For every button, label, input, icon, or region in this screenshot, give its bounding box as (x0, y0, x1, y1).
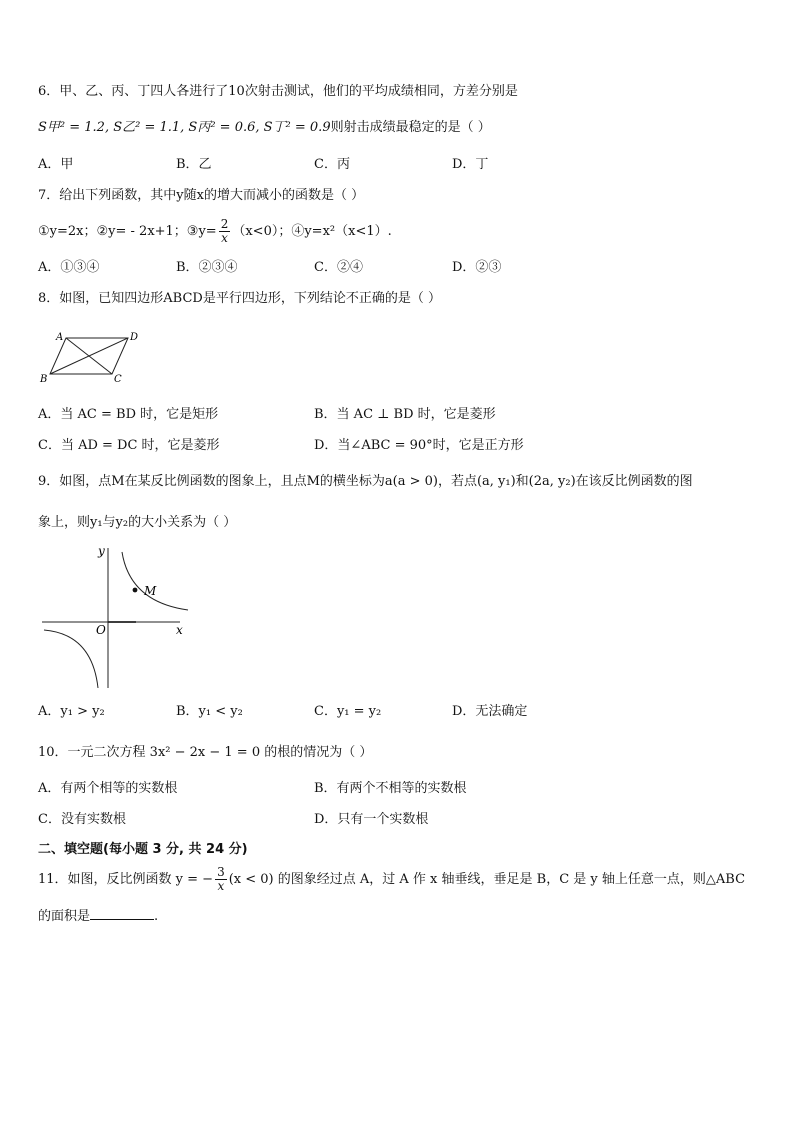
q8-option-d[interactable]: D．当∠ABC = 90°时，它是正方形 (314, 438, 524, 453)
hyperbola-figure (40, 540, 200, 690)
q9-stem-line1: 9．如图，点M在某反比例函数的图象上，且点M的横坐标为a(a > 0)，若点(a, y₁)和(2a, y₂)在该反比例函数的图 (38, 474, 693, 489)
label-origin: O (96, 623, 106, 637)
diagonal-bd (50, 338, 128, 374)
q10-stem: 10．一元二次方程 3x² − 2x − 1 = 0 的根的情况为（ ） (38, 745, 373, 760)
q10-option-a[interactable]: A．有两个相等的实数根 (38, 781, 178, 796)
hyperbola-branch-3 (44, 630, 98, 688)
q9-stem-line2: 象上，则y₁与y₂的大小关系为（ ） (38, 515, 237, 530)
q11-stem-line2 (38, 906, 158, 926)
q11-stem-line1 (38, 866, 745, 893)
label-c: C (114, 374, 122, 385)
label-m: M (144, 584, 157, 598)
q11-frac-num: 3 (217, 865, 225, 879)
q6-option-c[interactable]: C．丙 (314, 157, 350, 172)
q7-func-part2: （x<0）；④y=x²（x<1）. (232, 224, 392, 239)
q6-option-d[interactable]: D．丁 (452, 157, 489, 172)
q8-option-b[interactable]: B．当 AC ⊥ BD 时，它是菱形 (314, 407, 496, 422)
q9-option-b[interactable]: B．y₁ < y₂ (176, 704, 243, 719)
q6-stem: 6．甲、乙、丙、丁四人各进行了10次射击测试，他们的平均成绩相同，方差分别是 (38, 84, 518, 99)
q8-option-a[interactable]: A．当 AC = BD 时，它是矩形 (38, 407, 219, 422)
q11-fraction (215, 866, 227, 893)
q11-frac-den: x (217, 879, 225, 893)
q7-frac-num: 2 (220, 217, 229, 231)
q7-func-part1: ①y=2x；②y= - 2x+1；③y= (38, 224, 217, 239)
q7-option-c[interactable]: C．②④ (314, 260, 363, 275)
q10-option-d[interactable]: D．只有一个实数根 (314, 812, 429, 827)
q10-option-c[interactable]: C．没有实数根 (38, 812, 126, 827)
parallelogram-figure (38, 326, 148, 386)
section-2-title: 二、填空题(每小题 3 分, 共 24 分) (38, 842, 248, 857)
label-d: D (130, 332, 139, 343)
q9-option-a[interactable]: A．y₁ > y₂ (38, 704, 105, 719)
label-y-axis: y (98, 544, 105, 558)
point-m (133, 588, 138, 593)
label-b: B (40, 374, 48, 385)
q11-tail: . (154, 909, 159, 924)
q11-answer-blank[interactable] (90, 906, 154, 920)
label-x-axis: x (176, 623, 183, 637)
q9-option-c[interactable]: C．y₁ = y₂ (314, 704, 382, 719)
q8-stem: 8．如图，已知四边形ABCD是平行四边形，下列结论不正确的是（ ） (38, 291, 441, 306)
q7-functions (38, 218, 392, 245)
q6-tail: 则射击成绩最稳定的是（ ） (330, 120, 491, 135)
q10-option-b[interactable]: B．有两个不相等的实数根 (314, 781, 467, 796)
q6-option-a[interactable]: A．甲 (38, 157, 74, 172)
q7-option-b[interactable]: B．②③④ (176, 260, 238, 275)
q7-stem: 7．给出下列函数，其中y随x的增大而减小的函数是（ ） (38, 188, 365, 203)
q11-text-a: 11．如图，反比例函数 y = − (38, 872, 214, 887)
q8-option-c[interactable]: C．当 AD = DC 时，它是菱形 (38, 438, 220, 453)
q6-formula: S甲² = 1.2, S乙² = 1.1, S丙² = 0.6, S丁² = 0.9 (38, 120, 331, 135)
hyperbola-branch-1 (122, 552, 188, 610)
label-a: A (56, 332, 64, 343)
q7-option-d[interactable]: D．②③ (452, 260, 502, 275)
q7-option-a[interactable]: A．①③④ (38, 260, 100, 275)
q11-text2: 的面积是 (38, 909, 91, 924)
q9-option-d[interactable]: D．无法确定 (452, 704, 528, 719)
q7-fraction (219, 218, 231, 245)
q6-option-b[interactable]: B．乙 (176, 157, 212, 172)
q7-frac-den: x (221, 231, 228, 245)
q11-text-b: (x < 0) 的图象经过点 A，过 A 作 x 轴垂线，垂足是 B，C 是 y 轴上任意一点，则△ABC (228, 872, 746, 887)
q6-variance-formula (38, 119, 491, 137)
